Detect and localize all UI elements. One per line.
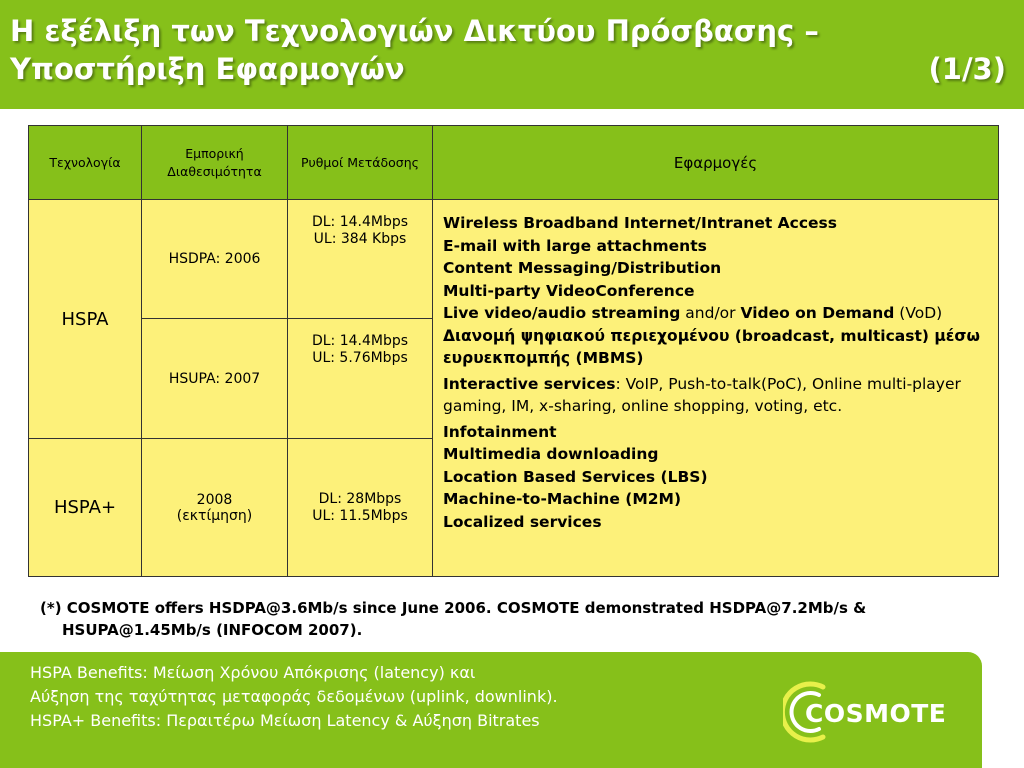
app-item: Content Messaging/Distribution [443,259,722,277]
app-item [443,302,990,325]
tech-hspa-plus: HSPA+ [29,439,142,577]
cosmote-logo [783,679,963,745]
rate-dl: DL: 14.4Mbps [311,333,409,349]
technology-table [28,125,999,577]
app-item-part: Video on Demand [740,304,895,322]
rates-hsdpa [288,200,433,319]
app-item: Διανομή ψηφιακού περιεχομένου (broadcast, multicast) μέσω ευρυεκπομπής (MBMS) [443,326,980,367]
title-line-1: Η εξέλιξη των Τεχνολογιών Δικτύου Πρόσβασης – [10,14,819,48]
benefits-line-3: HSPA+ Benefits: Περαιτέρω Μείωση Latency & Αύξηση Bitrates [30,711,540,730]
app-item-part: and/or [685,304,736,322]
rate-dl: DL: 14.4Mbps [311,214,409,230]
app-item: Wireless Broadband Internet/Intranet Access [443,214,837,232]
title-line-2: Υποστήριξη Εφαρμογών [10,52,405,86]
app-item: Location Based Services (LBS) [443,467,708,486]
page-indicator: (1/3) [928,52,1006,86]
availability-hsdpa: HSDPA: 2006 [142,200,288,319]
rates-hspa-plus [288,439,433,577]
header-applications: Εφαρμογές [433,126,999,200]
app-item-part: Live video/audio streaming [443,304,681,322]
app-item: E-mail with large attachments [443,236,707,255]
app-item: Machine-to-Machine (M2M) [443,490,682,508]
app-item: Multimedia downloading [443,445,659,463]
app-item-part: : VoIP, Push-to-talk(PoC), Online multi-player gaming, IM, x-sharing, online shopping, voting, etc. [443,374,961,415]
app-item-part: Interactive services [443,374,616,393]
header-availability: Εμπορική Διαθεσιμότητα [142,126,288,200]
app-item: Multi-party VideoConference [443,281,695,300]
benefits-line-1: HSPA Benefits: Μείωση Χρόνου Απόκρισης (latency) και [30,663,476,682]
table-header-row [29,126,999,200]
app-item: Localized services [443,512,602,531]
availability-hspa-plus [142,439,288,577]
logo-mark-icon [783,679,963,745]
tech-hspa: HSPA [29,200,142,439]
header-technology: Τεχνολογία [29,126,142,200]
rates-hsupa [288,319,433,439]
app-item [443,373,990,417]
app-item: Infotainment [443,422,557,441]
rate-dl: DL: 28Mbps [318,490,402,507]
applications-list [433,200,999,577]
availability-year: 2008 [196,491,233,508]
header-rates: Ρυθμοί Μετάδοσης [288,126,433,200]
footnote: (*) COSMOTE offers HSDPA@3.6Mb/s since June 2006. COSMOTE demonstrated HSDPA@7.2Mb/s & HSUPA@1.45Mb/s (INFOCOM 2007). [40,599,867,639]
rate-ul: UL: 5.76Mbps [312,350,408,366]
availability-hsupa: HSUPA: 2007 [142,319,288,439]
rate-ul: UL: 384 Kbps [313,231,407,247]
app-item-part: (VoD) [899,304,943,322]
slide-title [10,12,1010,88]
logo-text: COSMOTE [805,699,947,728]
availability-note: (εκτίμηση) [176,507,253,524]
table-row [29,200,999,319]
rate-ul: UL: 11.5Mbps [312,507,408,524]
benefits-line-2: Αύξηση της ταχύτητας μεταφοράς δεδομένων (uplink, downlink). [30,687,558,706]
footer-benefits [30,661,760,733]
